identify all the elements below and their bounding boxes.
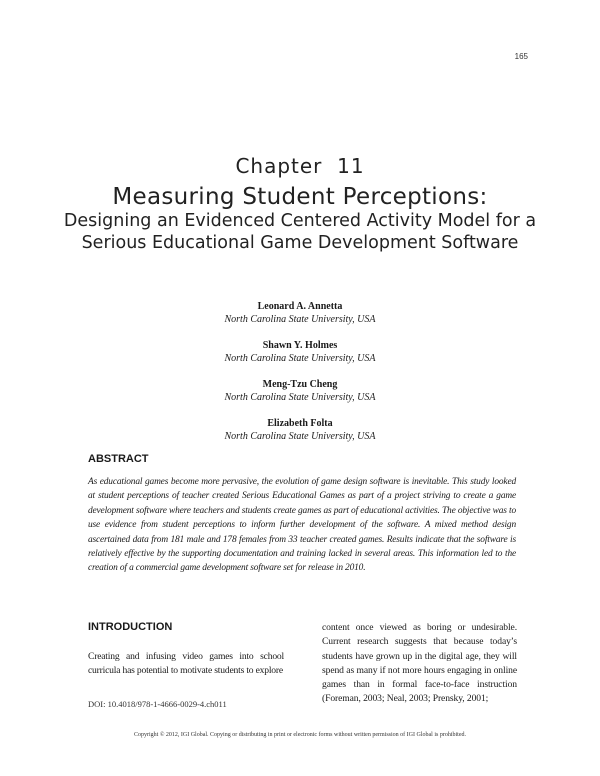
author-affiliation: North Carolina State University, USA [224,314,376,325]
introduction-left-column: Creating and infusing video games into school curricula has potential to motivate students to explore [88,651,284,676]
chapter-subtitle: Designing an Evidenced Centered Activity Model for a Serious Educational Game Development Software [63,211,537,253]
author-affiliation: North Carolina State University, USA [224,431,376,442]
author-block [0,378,600,417]
author-name: Meng-Tzu Cheng [262,379,338,390]
introduction-right-column: content once viewed as boring or undesirable. Current research suggests that because today’s students have grown up in the digital age, they will spend as many if not more hours engaging in online games than in formal face-to-face instruction (Foreman, 2003; Neal, 2003; Prensky, 2001; [322,622,517,705]
author-name: Leonard A. Annetta [257,301,343,312]
abstract-heading: ABSTRACT [88,453,149,465]
author-block [0,417,600,456]
author-block [0,339,600,378]
author-list [0,300,600,456]
page-number: 165 [514,52,528,61]
author-name: Shawn Y. Holmes [262,340,338,351]
doi-line: DOI: 10.4018/978-1-4666-0029-4.ch011 [88,699,227,709]
author-affiliation: North Carolina State University, USA [224,392,376,403]
author-affiliation: North Carolina State University, USA [224,353,376,364]
introduction-heading: INTRODUCTION [88,621,173,633]
chapter-label: Chapter 11 [235,154,365,178]
abstract-body: As educational games become more pervasive, the evolution of game design software is inevitable. This study looked at student perceptions of teacher created Serious Educational Games as part of a project striving to create a game development software where teachers and students create games as part of educational activities. The objective was to use evidence from student perceptions to inform further development of the software. A mixed method design ascertained data from 181 male and 178 females from 33 teacher created games. Results indicate that the software is relatively effective by the supporting documentation and training lacked in several areas. This information led to the creation of a commercial game development software set for release in 2010. [88,477,516,574]
author-name: Elizabeth Folta [267,418,333,429]
copyright-notice: Copyright © 2012, IGI Global. Copying or distributing in print or electronic forms without written permission of IGI Global is prohibited. [133,732,466,738]
author-block [0,300,600,339]
chapter-title: Measuring Student Perceptions: [112,184,488,210]
